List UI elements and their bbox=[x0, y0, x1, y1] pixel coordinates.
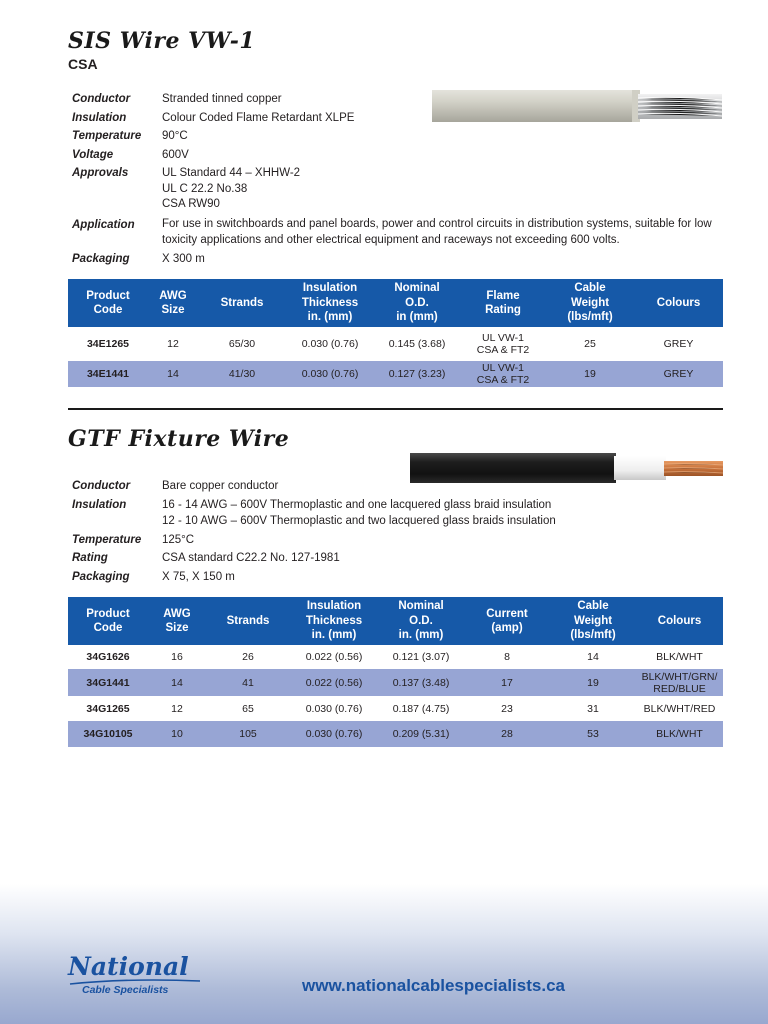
spec-label: Application bbox=[72, 218, 135, 231]
logo-swoosh-icon bbox=[68, 978, 202, 986]
table-cell: GREY bbox=[663, 338, 694, 350]
table-row bbox=[68, 721, 723, 747]
spec-value: 125°C bbox=[162, 533, 195, 546]
column-header: Nominal O.D. in (mm) bbox=[374, 279, 460, 327]
header-row bbox=[68, 279, 723, 327]
website-link[interactable]: www.nationalcablespecialists.ca bbox=[302, 976, 565, 995]
gtf-spec-table bbox=[68, 597, 723, 747]
column-header: Cable Weight (lbs/mft) bbox=[550, 597, 636, 645]
table-row bbox=[68, 327, 723, 361]
sis-spec-table bbox=[68, 279, 723, 387]
product-code-cell: 34G1265 bbox=[86, 702, 130, 715]
table-cell: 25 bbox=[584, 338, 596, 350]
table-cell: 0.137 (3.48) bbox=[378, 669, 464, 696]
spec-value: UL C 22.2 No.38 bbox=[162, 182, 248, 195]
table-cell: 31 bbox=[587, 702, 599, 715]
header-row bbox=[68, 597, 723, 645]
spec-row-application bbox=[72, 215, 732, 250]
table-cell: UL VW-1 CSA & FT2 bbox=[460, 361, 546, 387]
column-header: Insulation Thickness in. (mm) bbox=[286, 279, 374, 327]
table-cell: 14 bbox=[148, 361, 198, 387]
table-cell: BLK/WHT bbox=[636, 721, 723, 747]
spec-value: 16 - 14 AWG – 600V Thermoplastic and one lacquered glass braid insulation bbox=[162, 498, 552, 511]
spec-label: Temperature bbox=[72, 130, 142, 142]
table-cell: 12 bbox=[171, 702, 183, 715]
product-code-cell: 34E1265 bbox=[86, 338, 130, 350]
logo-wordmark: National bbox=[68, 952, 189, 981]
national-logo[interactable] bbox=[68, 952, 208, 996]
column-header: Flame Rating bbox=[460, 279, 546, 327]
table-cell: 53 bbox=[550, 721, 636, 747]
gtf-title: GTF Fixture Wire bbox=[68, 426, 290, 452]
sis-title: SIS Wire VW-1 bbox=[68, 28, 256, 54]
product-code-cell: 34G1626 bbox=[86, 651, 130, 663]
table-cell: 105 bbox=[206, 721, 290, 747]
table-cell: 0.187 (4.75) bbox=[392, 702, 450, 715]
table-body bbox=[68, 645, 723, 747]
spec-label: Conductor bbox=[72, 93, 131, 105]
gtf-spec-list bbox=[72, 477, 732, 586]
spec-value: CSA standard C22.2 No. 127-1981 bbox=[162, 552, 340, 564]
spec-value: Bare copper conductor bbox=[162, 480, 279, 492]
table-cell: 0.127 (3.23) bbox=[374, 361, 460, 387]
column-header: Colours bbox=[636, 597, 723, 645]
table-cell: GREY bbox=[634, 361, 723, 387]
spec-row-temperature bbox=[72, 127, 732, 146]
column-header: Product Code bbox=[68, 279, 148, 327]
table-cell: 14 bbox=[148, 669, 206, 696]
table-cell: 0.022 (0.56) bbox=[305, 651, 363, 663]
spec-value: X 300 m bbox=[162, 252, 205, 265]
spec-label: Voltage bbox=[72, 148, 114, 161]
table-cell: 14 bbox=[587, 651, 599, 663]
table-row bbox=[68, 669, 723, 696]
column-header: Strands bbox=[198, 279, 286, 327]
table-cell: UL VW-1 CSA & FT2 bbox=[476, 332, 530, 356]
table-cell: BLK/WHT/GRN/ RED/BLUE bbox=[636, 669, 723, 696]
column-header: Cable Weight (lbs/mft) bbox=[546, 279, 634, 327]
spec-value: 90°C bbox=[162, 130, 188, 142]
spec-row-voltage bbox=[72, 146, 732, 165]
spec-value: X 75, X 150 m bbox=[162, 570, 235, 583]
spec-label: Insulation bbox=[72, 111, 127, 124]
column-header: Product Code bbox=[68, 597, 148, 645]
table-cell: 16 bbox=[171, 651, 183, 663]
sis-spec-list bbox=[72, 90, 732, 268]
spec-value: 12 - 10 AWG – 600V Thermoplastic and two lacquered glass braids insulation bbox=[162, 514, 556, 527]
column-header: Current (amp) bbox=[464, 597, 550, 645]
table-cell: 0.030 (0.76) bbox=[305, 702, 363, 715]
spec-label: Temperature bbox=[72, 533, 142, 546]
spec-value: 600V bbox=[162, 148, 189, 161]
spec-label: Conductor bbox=[72, 480, 131, 492]
table-body bbox=[68, 327, 723, 387]
spec-value: Colour Coded Flame Retardant XLPE bbox=[162, 111, 355, 124]
product-code-cell: 34G1441 bbox=[68, 669, 148, 696]
product-code-cell: 34E1441 bbox=[68, 361, 148, 387]
column-header: Strands bbox=[206, 597, 290, 645]
product-code-cell: 34G10105 bbox=[68, 721, 148, 747]
spec-value: UL Standard 44 – XHHW-2 bbox=[162, 167, 301, 179]
spec-label: Insulation bbox=[72, 498, 127, 511]
table-cell: 0.030 (0.76) bbox=[301, 338, 359, 350]
sis-subtitle: CSA bbox=[68, 56, 98, 72]
column-header: AWG Size bbox=[148, 279, 198, 327]
table-cell: 65 bbox=[242, 702, 254, 715]
spec-row-insulation bbox=[72, 109, 732, 128]
logo-tagline: Cable Specialists bbox=[82, 984, 169, 996]
spec-label: Packaging bbox=[72, 252, 130, 265]
table-header bbox=[68, 279, 723, 327]
table-cell: 0.121 (3.07) bbox=[392, 651, 450, 663]
table-header bbox=[68, 597, 723, 645]
table-cell: 65/30 bbox=[228, 338, 256, 350]
table-cell: 26 bbox=[242, 651, 254, 663]
table-cell: 0.030 (0.76) bbox=[290, 721, 378, 747]
table-cell: 19 bbox=[546, 361, 634, 387]
table-cell: 0.030 (0.76) bbox=[286, 361, 374, 387]
spec-row-conductor bbox=[72, 477, 732, 496]
spec-row-packaging bbox=[72, 568, 732, 587]
spec-row-insulation bbox=[72, 496, 732, 529]
spec-label: Packaging bbox=[72, 570, 130, 583]
spec-label: Rating bbox=[72, 552, 108, 564]
spec-label: Approvals bbox=[72, 167, 129, 179]
table-cell: 41/30 bbox=[198, 361, 286, 387]
column-header: AWG Size bbox=[148, 597, 206, 645]
spec-row-conductor bbox=[72, 90, 732, 109]
table-row bbox=[68, 645, 723, 669]
table-cell: BLK/WHT/RED bbox=[643, 702, 716, 715]
table-row bbox=[68, 361, 723, 387]
spec-row-approvals bbox=[72, 164, 732, 213]
table-cell: 10 bbox=[148, 721, 206, 747]
column-header: Nominal O.D. in. (mm) bbox=[378, 597, 464, 645]
table-cell: 41 bbox=[206, 669, 290, 696]
section-divider bbox=[68, 408, 723, 410]
table-cell: BLK/WHT bbox=[656, 651, 703, 663]
spec-row-packaging bbox=[72, 250, 732, 269]
table-cell: 0.145 (3.68) bbox=[388, 338, 446, 350]
spec-value: Stranded tinned copper bbox=[162, 93, 282, 105]
table-cell: 28 bbox=[464, 721, 550, 747]
table-cell: 0.209 (5.31) bbox=[378, 721, 464, 747]
spec-value: For use in switchboards and panel boards, power and control circuits in distribution systems, suitable for low toxicity applications and other electrical equipment and raceways not exceeding 600 volts. bbox=[162, 217, 712, 246]
table-cell: 23 bbox=[501, 702, 513, 715]
spec-value: CSA RW90 bbox=[162, 198, 220, 210]
table-cell: 12 bbox=[167, 338, 179, 350]
column-header: Insulation Thickness in. (mm) bbox=[290, 597, 378, 645]
column-header: Colours bbox=[634, 279, 723, 327]
spec-row-rating bbox=[72, 549, 732, 568]
table-cell: 8 bbox=[504, 651, 510, 663]
table-row bbox=[68, 696, 723, 721]
spec-row-temperature bbox=[72, 531, 732, 550]
table-cell: 19 bbox=[550, 669, 636, 696]
table-cell: 0.022 (0.56) bbox=[290, 669, 378, 696]
table-cell: 17 bbox=[464, 669, 550, 696]
